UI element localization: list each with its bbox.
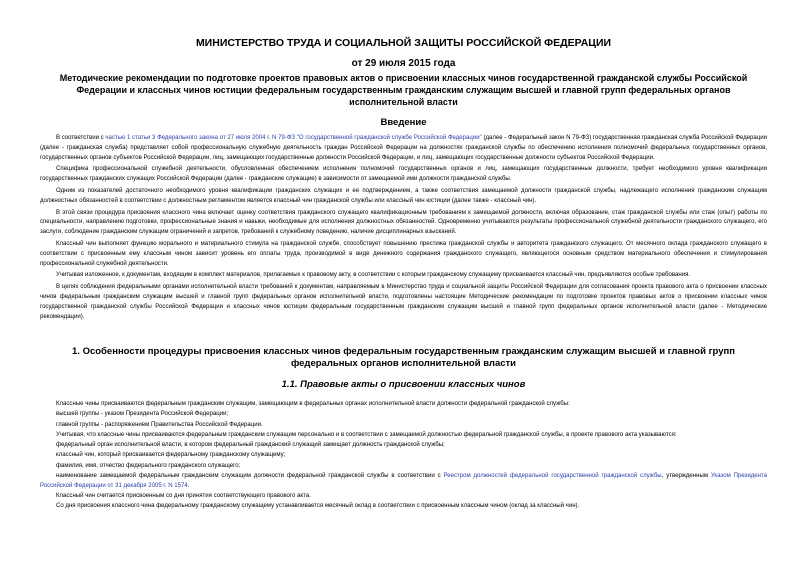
document-date: от 29 июля 2015 года [351, 58, 456, 69]
list-item: федеральный орган исполнительной власти, в котором федеральный гражданский служащий замещает должность гражданской службы; [56, 442, 445, 449]
list-item: классный чин, который присваивается федеральному гражданскому служащему; [56, 452, 286, 459]
list-item: наименование замещаемой федеральным гражданским служащим должности федеральной гражданской службы в соответствии с Реестром должностей федеральной государственной гражданской службы, утвержденным Указом Президента Российской Федерации от 31 декабря 2005 г. N 1574. [40, 473, 767, 489]
intro-paragraph-1: В соответствии с частью 1 статьи 3 Федерального закона от 27 июля 2004 г. N 79-ФЗ "О государственной гражданской службе Российской Федерации" (далее - Федеральный закон N 79-ФЗ) государственная гражданская служба Российской Федерации (далее - гражданская служба) представляет собой профессиональную служебную деятельность граждан Российской Федерации на должностях гражданской службы по обеспечению исполнения полномочий федеральных государственных органов, государственных органов субъектов Российской Федерации, лиц, замещающих государственные должности Российской Федерации, и лиц, замещающих государственные должности субъектов Российской Федерации. [40, 135, 767, 161]
intro-paragraph-7: В целях соблюдения федеральными органами исполнительной власти требований к документам, направляемым в Министерство труда и социальной защиты Российской Федерации для согласования проекта правового акта о присвоении классных чинов федеральным гражданским служащим высшей и главной групп федеральных органов исполнительной власти, подготовлены настоящие Методические рекомендации по подготовке проектов правовых актов о присвоении классных чинов государственной гражданской службы Российской Федерации и классных чинов юстиции федеральным государственным гражданским служащим высшей и главной групп федеральных органов исполнительной власти (далее - Методические рекомендации). [40, 284, 767, 320]
intro-paragraph-3: Одним из показателей достаточного необходимого уровня квалификации гражданских служащих и ее подтверждением, а также соответствия замещаемой должности гражданской службы, надлежащего исполнения гражданским служащим должностных обязанностей в соответствии с должностным регламентом является классный чин гражданской службы или классный чин юстиции (далее также - классный чин). [40, 187, 767, 204]
ministry-name: МИНИСТЕРСТВО ТРУДА И СОЦИАЛЬНОЙ ЗАЩИТЫ РОССИЙСКОЙ ФЕДЕРАЦИИ [195, 37, 612, 49]
intro-heading: Введение [380, 117, 427, 128]
intro-paragraph-5: Классный чин выполняет функцию морального и материального стимула на гражданской службе, способствует повышению престижа гражданской службы и авторитета гражданского служащего. От месячного оклада гражданского служащего в соответствии с присвоенным ему классным чином зависит уровень его оплаты труда, производимой в виде денежного содержания гражданского служащего, являющегося основным средством материального обеспечения и стимулирования профессиональной служебной деятельности. [40, 240, 767, 267]
subsection-1-1-heading: 1.1. Правовые акты о присвоении классных чинов [281, 379, 526, 390]
section-1-heading: 1. Особенности процедуры присвоения классных чинов федеральным государственным гражданским служащим высшей и главной групп федеральных органов исполнительной власти [72, 346, 735, 369]
law-79fz-link[interactable]: частью 1 статьи 3 Федерального закона от 27 июля 2004 г. N 79-ФЗ "О государственной гражданской службе Российской Федерации" [105, 135, 482, 141]
list-item: Классный чин считается присвоенным со дня принятия соответствующего правового акта. [56, 493, 311, 500]
intro-paragraph-2: Специфика профессиональной служебной деятельности, обусловленная обеспечением исполнения полномочий государственных органов и лиц, замещающих государственные должности, требует необходимого уровня квалификации государственных гражданских служащих Российской Федерации (далее - гражданские служащие) в зависимости от замещаемой ими должности гражданской службы. [40, 166, 767, 183]
list-item: высшей группы - указом Президента Российской Федерации; [56, 411, 229, 418]
list-item: Учитывая, что классные чины присваиваются федеральным гражданским служащим персонально и в соответствии с замещаемой должностью федеральной гражданской службы, в проекте правового акта указываются: [56, 431, 677, 438]
list-item: главной группы - распоряжением Правительства Российской Федерации. [56, 421, 263, 428]
decree-1574-link[interactable]: Указом Президента Российской Федерации от 31 декабря 2005 г. N 1574 [40, 473, 767, 489]
list-item: Со дня присвоения классного чина федеральному гражданскому служащему устанавливается месячный оклад в соответствии с присвоенным классным чином (оклад за классный чин). [56, 503, 580, 510]
document-title: Методические рекомендации по подготовке проектов правовых актов о присвоении классных чинов государственной гражданской службы Российской Федерации и классных чинов юстиции федеральным государственным гражданским служащим высшей и главной групп федеральных органов исполнительной власти [59, 73, 748, 107]
list-item: Классные чины присваиваются федеральным гражданским служащим, замещающим в федеральных органах исполнительной власти должности федеральной гражданской службы: [56, 401, 570, 407]
subsection-1-1 [40, 400, 767, 513]
list-item: фамилия, имя, отчество федерального гражданского служащего; [56, 462, 241, 469]
intro-paragraph-4: В этой связи процедура присвоения классного чина включает оценку соответствия гражданского служащего квалификационным требованиям к замещаемой должности, включая образование, стаж гражданской службы или стаж (опыт) работы по специальности, направлению подготовки, профессиональные знания и навыки, необходимые для исполнения должностных обязанностей. Одновременно учитываются результаты профессиональной служебной деятельности гражданского служащего, его заслуги, соблюдение гражданским служащим ограничений и запретов, требований к служебному поведению, наличие дисциплинарных взысканий. [40, 209, 767, 236]
intro-paragraph-6: Учитывая изложенное, к документам, входящим в комплект материалов, прилагаемых к правовому акту, в соответствии с которым гражданскому служащему присваивается классный чин, предъявляются особые требования. [56, 272, 691, 279]
registry-link[interactable]: Реестром должностей федеральной государственной гражданской службы [443, 473, 662, 480]
intro-section [40, 134, 767, 324]
